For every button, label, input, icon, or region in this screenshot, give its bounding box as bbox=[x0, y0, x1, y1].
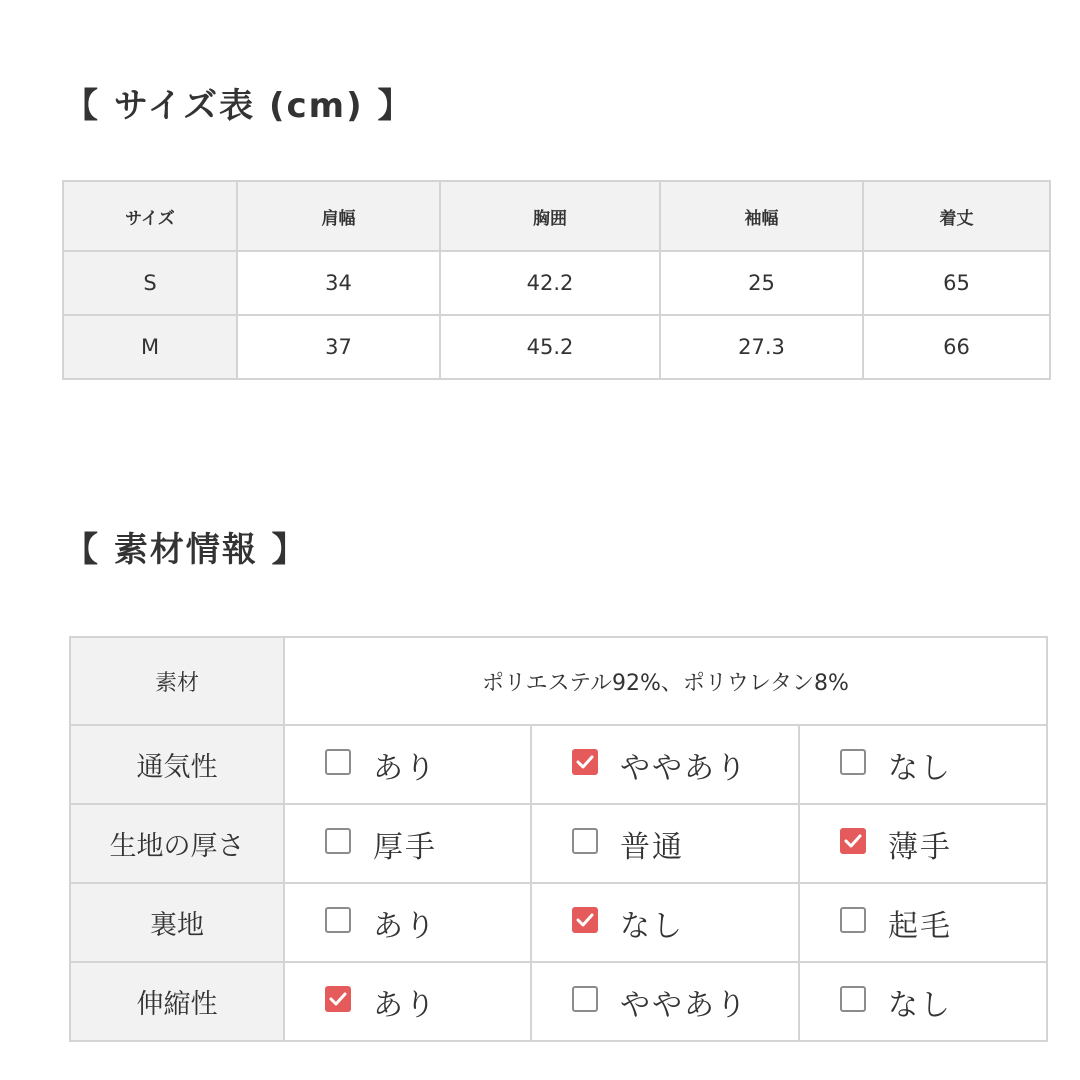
option-label: 起毛 bbox=[888, 908, 952, 944]
option-cell bbox=[531, 962, 799, 1041]
material-table bbox=[69, 636, 1048, 1042]
checkbox-empty-icon bbox=[572, 986, 598, 1012]
header-sleeve-width: 袖幅 bbox=[660, 181, 863, 251]
size-table bbox=[62, 180, 1051, 380]
option-cell bbox=[284, 883, 531, 962]
checkbox-empty-icon bbox=[325, 749, 351, 775]
option-label: あり bbox=[373, 908, 437, 944]
option-label: ややあり bbox=[620, 987, 748, 1023]
size-table-header-row bbox=[63, 181, 1050, 251]
option-label: なし bbox=[620, 908, 684, 944]
option-label: なし bbox=[888, 987, 952, 1023]
option-label: 厚手 bbox=[373, 829, 437, 865]
option-cell bbox=[799, 725, 1047, 804]
option-cell bbox=[531, 883, 799, 962]
option-cell bbox=[531, 725, 799, 804]
option-cell bbox=[284, 804, 531, 883]
header-size: サイズ bbox=[63, 181, 237, 251]
table-cell: 45.2 bbox=[440, 315, 660, 379]
table-cell: 27.3 bbox=[660, 315, 863, 379]
checkbox-checked-icon bbox=[572, 907, 598, 933]
attribute-label: 生地の厚さ bbox=[70, 804, 284, 883]
option-cell bbox=[284, 962, 531, 1041]
option-label: ややあり bbox=[620, 750, 748, 786]
header-chest: 胸囲 bbox=[440, 181, 660, 251]
size-label-m: M bbox=[63, 315, 237, 379]
checkbox-empty-icon bbox=[840, 749, 866, 775]
header-length: 着丈 bbox=[863, 181, 1050, 251]
attribute-label: 伸縮性 bbox=[70, 962, 284, 1041]
attribute-label: 裏地 bbox=[70, 883, 284, 962]
option-label: 薄手 bbox=[888, 829, 952, 865]
size-label-s: S bbox=[63, 251, 237, 315]
checkbox-empty-icon bbox=[572, 828, 598, 854]
size-chart-title: 【 サイズ表 (cm) 】 bbox=[64, 86, 414, 126]
attribute-label: 通気性 bbox=[70, 725, 284, 804]
table-row bbox=[63, 315, 1050, 379]
checkbox-checked-icon bbox=[572, 749, 598, 775]
table-cell: 42.2 bbox=[440, 251, 660, 315]
checkbox-empty-icon bbox=[840, 907, 866, 933]
attribute-row-thickness bbox=[70, 804, 1047, 883]
option-cell bbox=[799, 962, 1047, 1041]
option-cell bbox=[799, 804, 1047, 883]
table-row bbox=[63, 251, 1050, 315]
option-cell bbox=[284, 725, 531, 804]
option-label: 普通 bbox=[620, 829, 684, 865]
material-info-title: 【 素材情報 】 bbox=[64, 530, 308, 570]
attribute-row-stretch bbox=[70, 962, 1047, 1041]
checkbox-checked-icon bbox=[325, 986, 351, 1012]
checkbox-empty-icon bbox=[840, 986, 866, 1012]
option-cell bbox=[799, 883, 1047, 962]
checkbox-empty-icon bbox=[325, 828, 351, 854]
table-cell: 65 bbox=[863, 251, 1050, 315]
fiber-row bbox=[70, 637, 1047, 725]
checkbox-empty-icon bbox=[325, 907, 351, 933]
option-cell bbox=[531, 804, 799, 883]
fiber-label: 素材 bbox=[70, 637, 284, 725]
table-cell: 66 bbox=[863, 315, 1050, 379]
table-cell: 34 bbox=[237, 251, 440, 315]
header-shoulder-width: 肩幅 bbox=[237, 181, 440, 251]
attribute-row-lining bbox=[70, 883, 1047, 962]
table-cell: 37 bbox=[237, 315, 440, 379]
option-label: あり bbox=[373, 750, 437, 786]
option-label: あり bbox=[373, 987, 437, 1023]
table-cell: 25 bbox=[660, 251, 863, 315]
option-label: なし bbox=[888, 750, 952, 786]
checkbox-checked-icon bbox=[840, 828, 866, 854]
fiber-value: ポリエステル92%、ポリウレタン8% bbox=[284, 637, 1047, 725]
attribute-row-breathability bbox=[70, 725, 1047, 804]
